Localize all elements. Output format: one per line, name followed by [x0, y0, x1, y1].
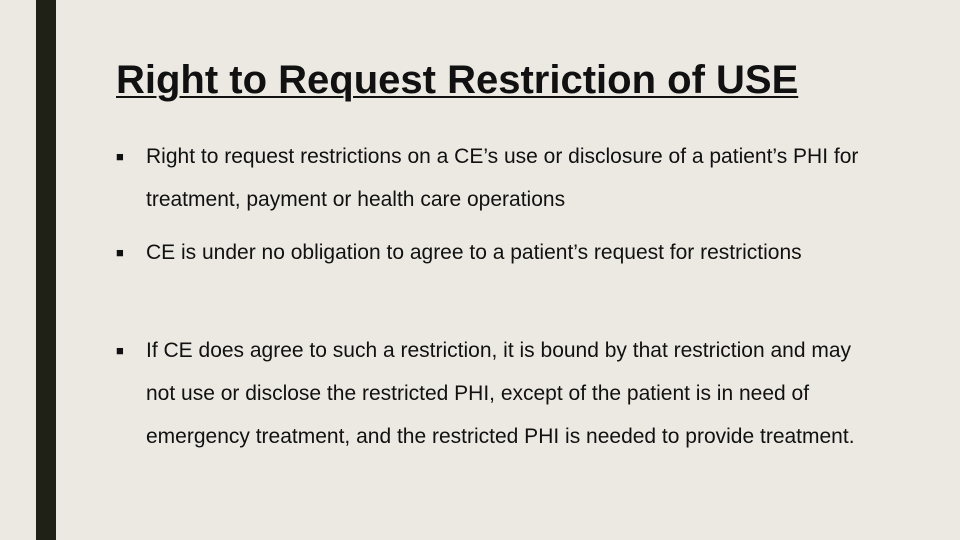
bullet-item [116, 329, 876, 458]
square-bullet-icon: ■ [116, 343, 124, 358]
bullet-text: If CE does agree to such a restriction, it is bound by that restriction and may not use or disclose the restricted PHI, except of the patient is in need of emergency treatment, and the restricted PHI is needed to provide treatment. [146, 339, 855, 448]
bullet-text: CE is under no obligation to agree to a patient’s request for restrictions [146, 241, 802, 264]
bullet-item [116, 135, 876, 221]
slide-title: Right to Request Restriction of USE [116, 58, 799, 102]
bullet-text: Right to request restrictions on a CE’s use or disclosure of a patient’s PHI for treatment, payment or health care operations [146, 145, 859, 211]
accent-bar [36, 0, 56, 540]
square-bullet-icon: ■ [116, 149, 124, 164]
bullet-item [116, 231, 876, 274]
square-bullet-icon: ■ [116, 245, 124, 260]
